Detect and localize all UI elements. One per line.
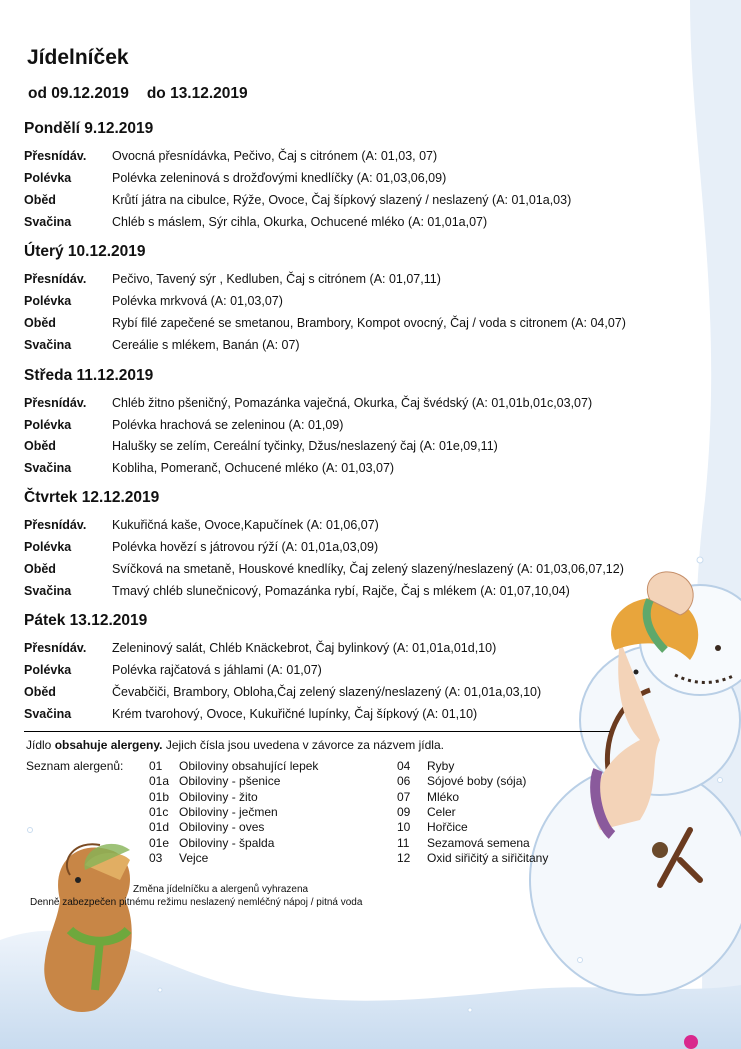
footer-drink-note: Denně zabezpečen pitnému režimu neslazený nemléčný nápoj / pitná voda <box>30 897 363 908</box>
meal-text: Polévka zeleninová s drožďovými knedlíčky (A: 01,03,06,09) <box>112 171 447 185</box>
meal-text: Polévka rajčatová s jáhlami (A: 01,07) <box>112 663 322 677</box>
page-title: Jídelníček <box>27 46 129 69</box>
meal-text: Krém tvarohový, Ovoce, Kukuřičné lupínky, Čaj šípkový (A: 01,10) <box>112 707 478 721</box>
meal-label: Přesnídáv. <box>24 396 87 410</box>
day-heading: Pátek 13.12.2019 <box>24 612 148 629</box>
divider <box>24 731 610 732</box>
allergen-code: 01c <box>149 805 169 819</box>
meal-label: Oběd <box>24 685 56 699</box>
allergen-name: Vejce <box>179 851 209 865</box>
meal-label: Oběd <box>24 316 56 330</box>
meal-label: Svačina <box>24 461 72 475</box>
allergen-name: Obiloviny - žito <box>179 790 258 804</box>
allergen-code: 12 <box>397 851 411 865</box>
day-heading: Čtvrtek 12.12.2019 <box>24 489 160 506</box>
meal-label: Přesnídáv. <box>24 149 87 163</box>
allergen-name: Oxid siřičitý a siřičitany <box>427 851 549 865</box>
meal-label: Svačina <box>24 215 72 229</box>
meal-label: Svačina <box>24 707 72 721</box>
allergen-name: Obiloviny - oves <box>179 820 265 834</box>
meal-text: Polévka mrkvová (A: 01,03,07) <box>112 294 283 308</box>
meal-text: Chléb s máslem, Sýr cihla, Okurka, Ochucené mléko (A: 01,01a,07) <box>112 215 488 229</box>
allergen-note-prefix: Jídlo <box>26 738 55 752</box>
meal-label: Svačina <box>24 338 72 352</box>
day-heading: Středa 11.12.2019 <box>24 367 154 384</box>
meal-text: Halušky se zelím, Cereální tyčinky, Džus/neslazený čaj (A: 01e,09,11) <box>112 439 498 453</box>
allergen-code: 10 <box>397 820 411 834</box>
meal-text: Kobliha, Pomeranč, Ochucené mléko (A: 01,03,07) <box>112 461 395 475</box>
date-from: od 09.12.2019 <box>28 85 129 102</box>
meal-text: Ovocná přesnídávka, Pečivo, Čaj s citrónem (A: 01,03, 07) <box>112 149 438 163</box>
allergen-code: 01a <box>149 774 170 788</box>
allergen-note-suffix: Jejich čísla jsou uvedena v závorce za názvem jídla. <box>162 738 444 752</box>
allergen-name: Obiloviny - ječmen <box>179 805 278 819</box>
meal-text: Krůtí játra na cibulce, Rýže, Ovoce, Čaj šípkový slazený / neslazený (A: 01,01a,03) <box>112 193 572 207</box>
allergen-name: Ryby <box>427 759 455 773</box>
allergen-code: 01e <box>149 836 170 850</box>
allergen-note <box>26 738 444 752</box>
allergen-list-label: Seznam alergenů: <box>26 759 124 773</box>
allergen-code: 03 <box>149 851 163 865</box>
allergen-name: Sójové boby (sója) <box>427 774 527 788</box>
allergen-code: 01d <box>149 820 170 834</box>
allergen-name: Celer <box>427 805 456 819</box>
meal-text: Svíčková na smetaně, Houskové knedlíky, Čaj zelený slazený/neslazený (A: 01,03,06,07,12) <box>112 562 624 576</box>
allergen-name: Obiloviny obsahující lepek <box>179 759 319 773</box>
meal-label: Oběd <box>24 439 56 453</box>
meal-text: Chléb žitno pšeničný, Pomazánka vaječná, Okurka, Čaj švédský (A: 01,01b,01c,03,07) <box>112 396 593 410</box>
allergen-name: Sezamová semena <box>427 836 530 850</box>
meal-text: Polévka hovězí s játrovou rýží (A: 01,01a,03,09) <box>112 540 379 554</box>
meal-label: Přesnídáv. <box>24 518 87 532</box>
allergen-code: 07 <box>397 790 411 804</box>
meal-text: Kukuřičná kaše, Ovoce,Kapučínek (A: 01,06,07) <box>112 518 379 532</box>
meal-label: Svačina <box>24 584 72 598</box>
allergen-code: 04 <box>397 759 411 773</box>
allergen-code: 09 <box>397 805 411 819</box>
meal-label: Polévka <box>24 171 72 185</box>
meal-text: Pečivo, Tavený sýr , Kedluben, Čaj s citrónem (A: 01,07,11) <box>112 272 441 286</box>
allergen-code: 01b <box>149 790 170 804</box>
meal-label: Polévka <box>24 294 72 308</box>
footer-change-note: Změna jídelníčku a alergenů vyhrazena <box>133 884 309 895</box>
meal-label: Polévka <box>24 663 72 677</box>
meal-text: Cereálie s mlékem, Banán (A: 07) <box>112 338 300 352</box>
meal-text: Čevabčiči, Brambory, Obloha,Čaj zelený slazený/neslazený (A: 01,01a,03,10) <box>112 685 542 699</box>
meal-label: Oběd <box>24 562 56 576</box>
allergen-note-bold: obsahuje alergeny. <box>54 738 163 752</box>
day-heading: Pondělí 9.12.2019 <box>24 120 154 137</box>
meal-label: Přesnídáv. <box>24 272 87 286</box>
allergen-code: 11 <box>397 836 410 850</box>
meal-text: Rybí filé zapečené se smetanou, Brambory, Kompot ovocný, Čaj / voda s citronem (A: 04,07) <box>112 316 626 330</box>
date-to: do 13.12.2019 <box>146 85 248 102</box>
date-range <box>28 85 248 103</box>
allergen-code: 06 <box>397 774 411 788</box>
allergen-code: 01 <box>149 759 163 773</box>
meal-text: Zeleninový salát, Chléb Knäckebrot, Čaj bylinkový (A: 01,01a,01d,10) <box>112 641 497 655</box>
meal-text: Tmavý chléb slunečnicový, Pomazánka rybí, Rajče, Čaj s mlékem (A: 01,07,10,04) <box>112 584 570 598</box>
meal-label: Polévka <box>24 418 72 432</box>
day-heading: Úterý 10.12.2019 <box>24 243 146 260</box>
allergen-name: Obiloviny - špalda <box>179 836 275 850</box>
meal-label: Oběd <box>24 193 56 207</box>
allergen-name: Obiloviny - pšenice <box>179 774 281 788</box>
meal-label: Přesnídáv. <box>24 641 87 655</box>
allergen-name: Hořčice <box>427 820 468 834</box>
meal-label: Polévka <box>24 540 72 554</box>
allergen-name: Mléko <box>427 790 460 804</box>
meal-text: Polévka hrachová se zeleninou (A: 01,09) <box>112 418 344 432</box>
